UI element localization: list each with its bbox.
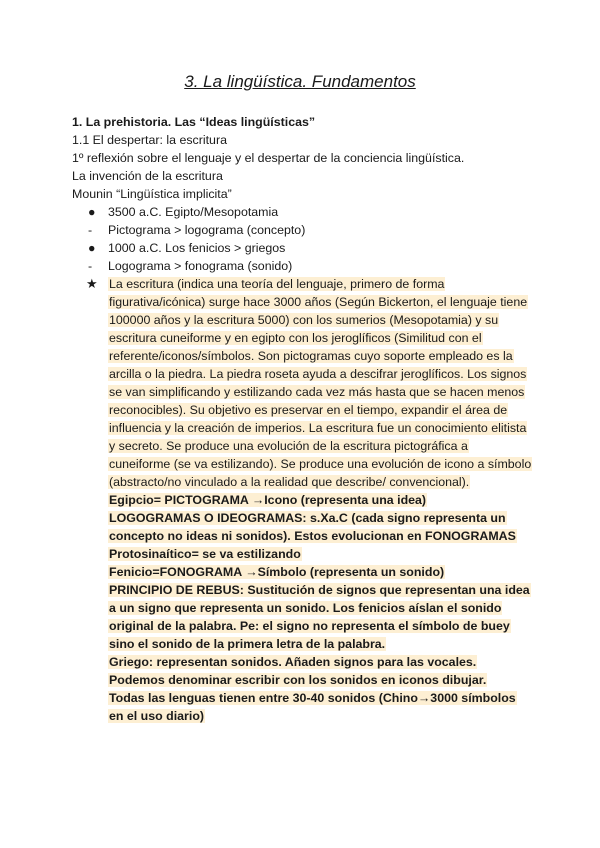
list-item [72, 221, 532, 239]
bold-highlighted-line: PRINCIPIO DE REBUS: Sustitución de signos que representan una idea a un signo que representa un sonido. Los fenicios aíslan el sonido original de la palabra. Pe: el signo no representa el símbolo de buey sino el sonido de la primera letra de la palabra. [109, 583, 530, 651]
bold-highlighted-line: Griego: representan sonidos. Añaden signos para las vocales. [109, 655, 477, 669]
text-line: La invención de la escritura [72, 169, 223, 183]
highlighted-paragraph: La escritura (indica una teoría del lenguaje, primero de forma figurativa/icónica) surge hace 3000 años (Según Bickerton, el lenguaje tiene 100000 años y la escritura 5000) con los sumerios (Mesopotamia) y su escritura cuneiforme y en egipto con los jeroglíficos (Similitud con el referente/iconos/símbolos. Son pictogramas cuyo soporte empleado es la arcilla o la piedra. La piedra roseta ayuda a descifrar jeroglíficos. Los signos se van simplificando y estilizando cada vez más hasta que se hacen menos reconocibles). Su objetivo es preservar en el tiempo, expandir el área de influencia y la creación de imperios. La escritura fue un conocimiento elitista y secreto. Se produce una evolución de la escritura pictográfica a cuneiforme (se va estilizando). Se produce una evolución de icono a símbolo (abstracto/no vinculado a la realidad que describe/ convencional). [109, 277, 532, 489]
dash-marker: - [88, 259, 93, 273]
bullet-marker: ● [88, 241, 96, 255]
list-item [72, 239, 532, 257]
page-title: 3. La lingüística. Fundamentos [184, 72, 416, 91]
list-item [72, 257, 532, 275]
list-item-text: Pictograma > logograma (concepto) [108, 223, 306, 237]
bold-highlighted-line: LOGOGRAMAS O IDEOGRAMAS: s.Xa.C (cada signo representa un concepto no ideas ni sonidos). Estos evolucionan en FONOGRAMAS [109, 511, 516, 543]
star-icon: ★ [86, 276, 98, 291]
bold-highlighted-line: Todas las lenguas tienen entre 30-40 sonidos (Chino→3000 símbolos en el uso diario) [109, 691, 516, 723]
bold-highlighted-line: Fenicio=FONOGRAMA →Símbolo (representa un sonido) [109, 565, 445, 579]
list-item-text: 3500 a.C. Egipto/Mesopotamia [108, 205, 279, 219]
bold-highlighted-line: Egipcio= PICTOGRAMA →Icono (representa una idea) [109, 493, 427, 507]
bold-highlighted-line: Protosinaítico= se va estilizando [109, 547, 301, 561]
bold-highlighted-line: Podemos denominar escribir con los sonidos en iconos dibujar. [109, 673, 487, 687]
document-body [72, 113, 532, 725]
text-line: 1.1 El despertar: la escritura [72, 133, 227, 147]
list-item-text: Logograma > fonograma (sonido) [108, 259, 293, 273]
list-item-text: 1000 a.C. Los fenicios > griegos [108, 241, 286, 255]
section-heading: 1. La prehistoria. Las “Ideas lingüísticas” [72, 115, 316, 129]
text-line: Mounin “Lingüística implicita” [72, 187, 232, 201]
list-item [72, 203, 532, 221]
dash-marker: - [88, 223, 93, 237]
bullet-marker: ● [88, 205, 96, 219]
text-line: 1º reflexión sobre el lenguaje y el despertar de la conciencia lingüística. [72, 151, 465, 165]
star-list-item [72, 275, 532, 725]
bullet-list [72, 203, 532, 725]
